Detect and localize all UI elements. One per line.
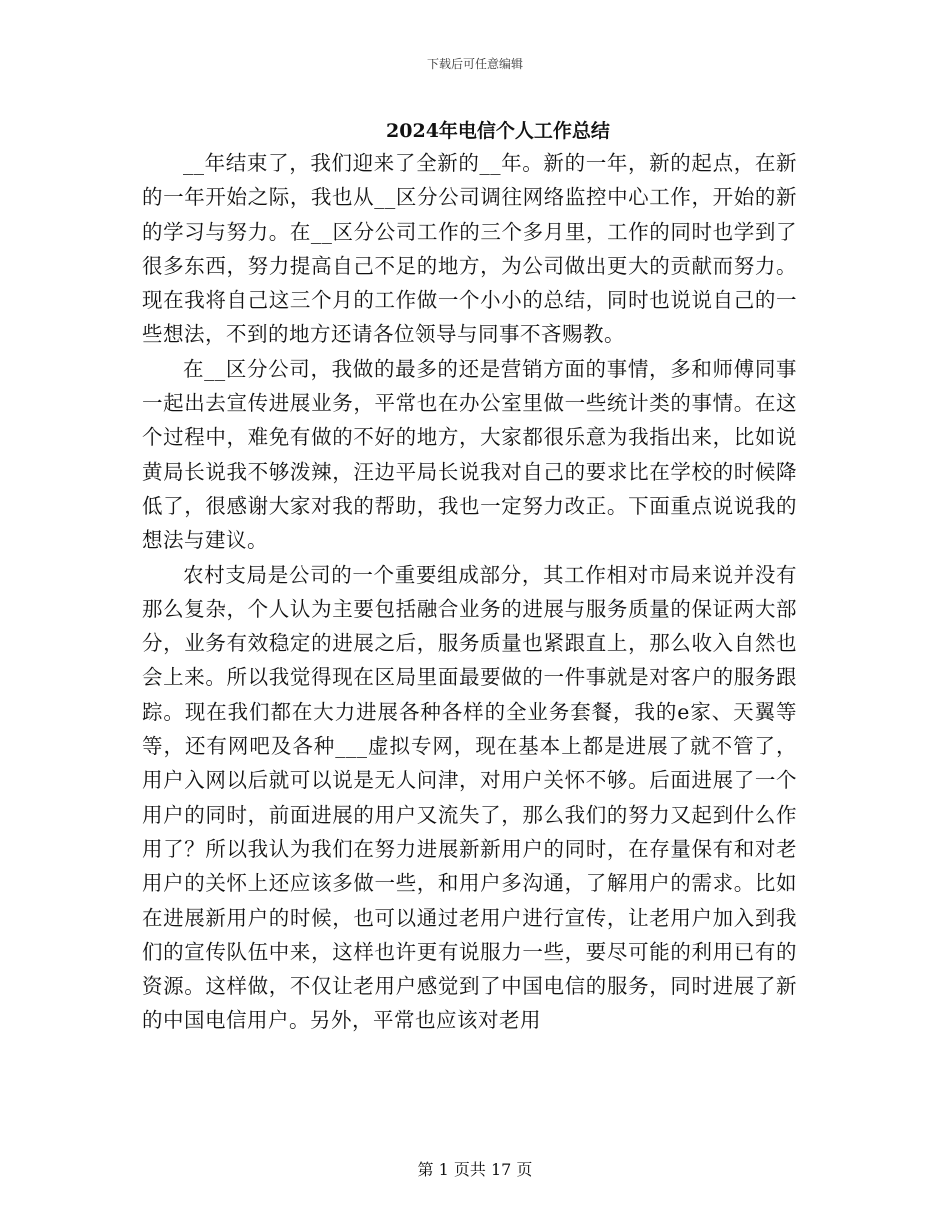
paragraph: __年结束了，我们迎来了全新的__年。新的一年，新的起点，在新的一年开始之际，我也从__区分公司调往网络监控中心工作，开始的新的学习与努力。在__区分公司工作的三个多月里，工作的同时也学到了很多东西，努力提高自己不足的地方，为公司做出更大的贡献而努力。现在我将自己这三个月的工作做一个小小的总结，同时也说说自己的一些想法，不到的地方还请各位领导与同事不吝赐教。	[142, 151, 797, 347]
header-note: 下载后可任意编辑	[426, 57, 523, 71]
paragraph: 农村支局是公司的一个重要组成部分，其工作相对市局来说并没有那么复杂，个人认为主要包括融合业务的进展与服务质量的保证两大部分，业务有效稳定的进展之后，服务质量也紧跟直上，那么收入自然也会上来。所以我觉得现在区局里面最要做的一件事就是对客户的服务跟踪。现在我们都在大力进展各种各样的全业务套餐，我的e家、天翼等等，还有网吧及各种___虚拟专网，现在基本上都是进展了就不管了，用户入网以后就可以说是无人问津，对用户关怀不够。后面进展了一个用户的同时，前面进展的用户又流失了，那么我们的努力又起到什么作用了？所以我认为我们在努力进展新新用户的同时，在存量保有和对老用户的关怀上还应该多做一些，和用户多沟通，了解用户的需求。比如在进展新用户的时候，也可以通过老用户进行宣传，让老用户加入到我们的宣传队伍中来，这样也许更有说服力一些，要尽可能的利用已有的资源。这样做，不仅让老用户感觉到了中国电信的服务，同时进展了新的中国电信用户。另外，平常也应该对老用	[142, 562, 797, 1033]
document-title: 2024年电信个人工作总结	[386, 120, 610, 142]
document-body	[142, 146, 797, 1038]
paragraph: 在__区分公司，我做的最多的还是营销方面的事情，多和师傅同事一起出去宣传进展业务，平常也在办公室里做一些统计类的事情。在这个过程中，难免有做的不好的地方，大家都很乐意为我指出来，比如说黄局长说我不够泼辣，汪边平局长说我对自己的要求比在学校的时候降低了，很感谢大家对我的帮助，我也一定努力改正。下面重点说说我的想法与建议。	[142, 356, 797, 553]
page-number-footer: 第 1 页共 17 页	[417, 1160, 533, 1179]
